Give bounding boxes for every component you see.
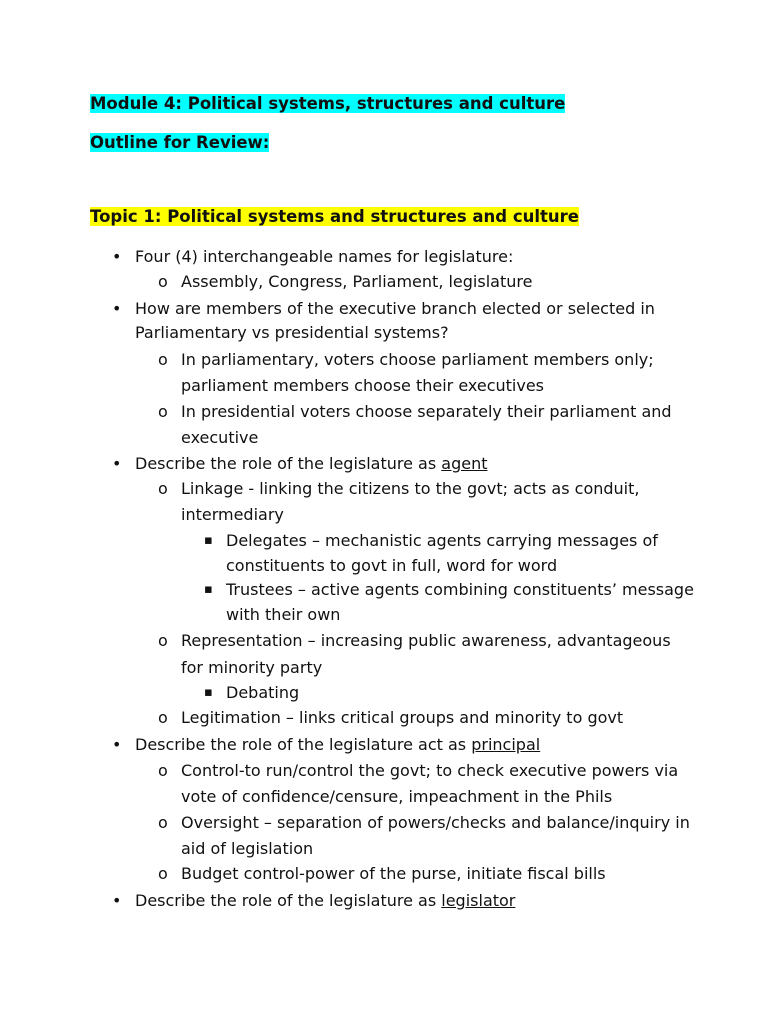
list-item-continuation: for minority party [181, 658, 323, 677]
list-item: Describe the role of the legislature as legislator [135, 891, 516, 910]
list-item: Debating [226, 683, 300, 702]
list-item-continuation: executive [181, 428, 259, 447]
list-item-continuation: parliament members choose their executives [181, 376, 545, 395]
list-item: Legitimation – links critical groups and minority to govt [181, 708, 624, 727]
module-title: Module 4: Political systems, structures and culture [90, 94, 566, 113]
list-item-continuation: with their own [226, 605, 341, 624]
agent-term: agent [441, 454, 488, 473]
list-item: Describe the role of the legislature act as principal [135, 735, 541, 754]
list-item: Assembly, Congress, Parliament, legislature [181, 272, 533, 291]
list-item: Trustees – active agents combining constituents’ message [226, 580, 694, 599]
legislator-term: legislator [441, 891, 516, 910]
list-item-continuation: Parliamentary vs presidential systems? [135, 323, 449, 342]
list-item: Delegates – mechanistic agents carrying messages of [226, 531, 658, 550]
list-item: How are members of the executive branch elected or selected in [135, 299, 655, 318]
list-item-continuation: constituents to govt in full, word for word [226, 556, 558, 575]
list-item: Four (4) interchangeable names for legislature: [135, 247, 514, 266]
list-item-continuation: intermediary [181, 505, 284, 524]
list-item: Representation – increasing public awareness, advantageous [181, 631, 671, 650]
list-item: In presidential voters choose separately their parliament and [181, 402, 672, 421]
outline-title: Outline for Review: [90, 133, 270, 152]
list-item: Linkage - linking the citizens to the govt; acts as conduit, [181, 479, 640, 498]
list-item: Oversight – separation of powers/checks and balance/inquiry in [181, 813, 690, 832]
list-item-continuation: aid of legislation [181, 839, 314, 858]
list-item-continuation: vote of confidence/censure, impeachment in the Phils [181, 787, 613, 806]
list-item: In parliamentary, voters choose parliament members only; [181, 350, 654, 369]
list-item: Describe the role of the legislature as agent [135, 454, 488, 473]
topic-title: Topic 1: Political systems and structures and culture [90, 207, 579, 226]
principal-term: principal [471, 735, 541, 754]
list-item: Budget control-power of the purse, initiate fiscal bills [181, 864, 606, 883]
list-item: Control-to run/control the govt; to check executive powers via [181, 761, 679, 780]
